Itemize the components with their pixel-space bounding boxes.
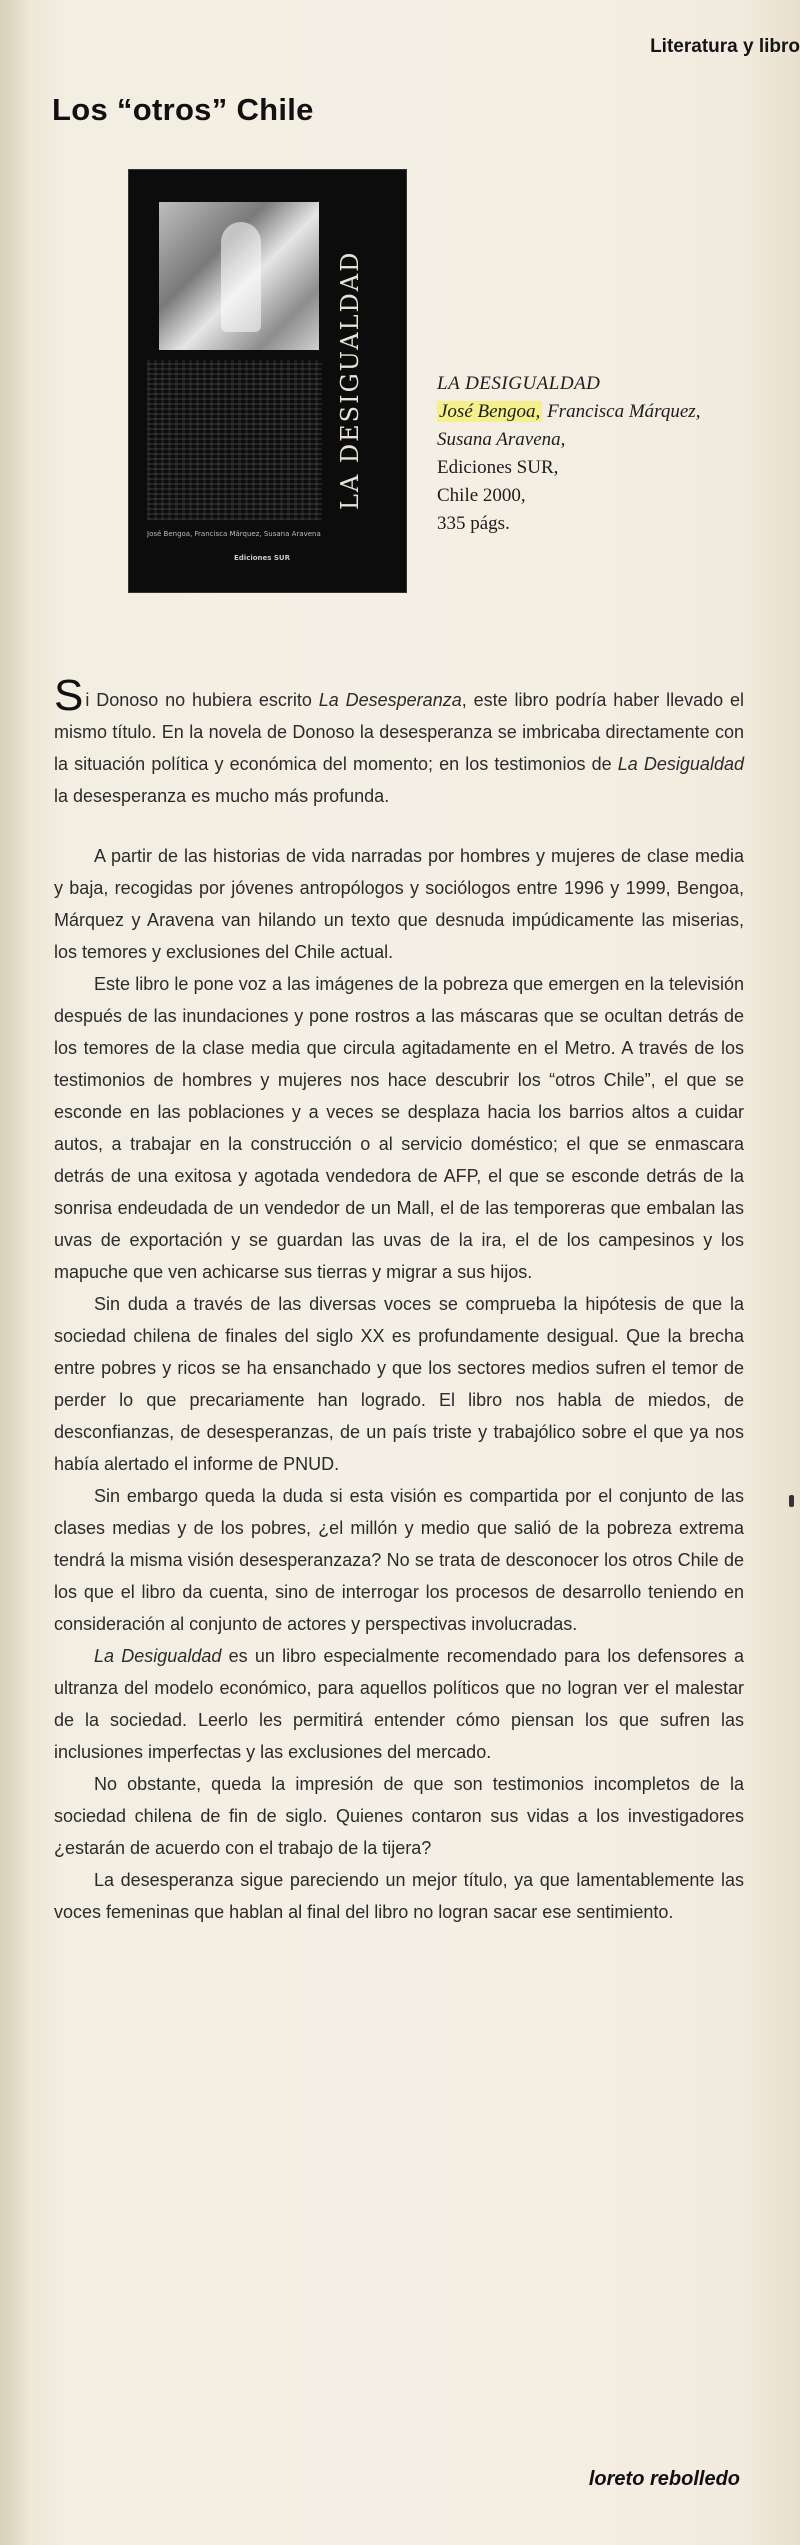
p1-italic-title-2: La Desigualdad <box>617 754 744 774</box>
p6-text: es un libro especialmente recomendado para los defensores a ultranza del modelo económico, para aquellos políticos que no logran ver el malestar de la sociedad. Leerlo les permitirá entender cómo piensan los que sufren las inclusiones imperfectas y las exclusiones del mercado. <box>54 1646 744 1762</box>
author-signature: loreto rebolledo <box>588 2468 740 2490</box>
highlighted-author: José Bengoa, <box>439 401 541 422</box>
article-headline: Los “otros” Chile <box>52 92 314 127</box>
book-authors-2: Susana Aravena, <box>437 429 566 450</box>
book-authors <box>437 398 700 426</box>
paragraph-8: La desesperanza sigue pareciendo un mejor título, ya que lamentablemente las voces femeninas que hablan al final del libro no logran sacar ese sentimiento. <box>54 1870 744 1922</box>
p6-italic-title: La Desigualdad <box>94 1646 222 1666</box>
book-title: LA DESIGUALDAD <box>437 373 601 394</box>
paragraph-5: Sin embargo queda la duda si esta visión es compartida por el conjunto de las clases medias y de los pobres, ¿el millón y medio que salió de la pobreza extrema tendrá la misma visión desesperanzaza? No se trata de desconocer los otros Chile de los que el libro da cuenta, sino de interrogar los procesos de desarrollo teniendo en consideración al conjunto de actores y perspectivas involucradas. <box>54 1486 744 1634</box>
cover-authors: José Bengoa, Francisca Márquez, Susana Aravena <box>147 530 321 538</box>
paragraph-6 <box>54 1640 744 1768</box>
drop-cap: S <box>54 671 84 720</box>
book-publisher: Ediciones SUR, <box>437 457 559 478</box>
book-pages: 335 págs. <box>437 513 510 534</box>
cover-title: LA DESIGUALDAD <box>336 250 364 510</box>
p1-text-b: , este libro podría haber llevado el mismo título. En la novela de Donoso la desesperanza se imbricaba directamente con la situación política y económica del momento; en los testimonios de <box>54 690 745 774</box>
cover-texture <box>147 360 322 520</box>
p1-text-a: i Donoso no hubiera escrito <box>85 690 319 710</box>
p1-italic-title: La Desesperanza <box>318 690 462 710</box>
p1-text-c: la desesperanza es mucho más profunda. <box>54 786 390 806</box>
article-body <box>54 671 745 1928</box>
section-label: Literatura y libro <box>650 36 800 57</box>
book-place-year: Chile 2000, <box>437 485 526 506</box>
paragraph-7: No obstante, queda la impresión de que son testimonios incompletos de la sociedad chilena de fin de siglo. Quienes contaron sus vidas a los investigadores ¿estarán de acuerdo con el trabajo de la tijera? <box>54 1774 744 1858</box>
paragraph-3: Este libro le pone voz a las imágenes de la pobreza que emergen en la televisión después de las inundaciones y pone rostros a las máscaras que se ocultan detrás de los temores de la clase media que circula agitadamente en el Metro. A través de los testimonios de hombres y mujeres nos hace descubrir los “otros Chile”, el que se esconde en las poblaciones y a veces se desplaza hacia los barrios altos a cuidar autos, a trabajar en la construcción o al servicio doméstico; el que se enmascara detrás de una exitosa y agotada vendedora de AFP, el que se esconde detrás de la sonrisa endeudada de un vendedor de un Mall, el de las temporeras que embalan las uvas de exportación y se guardan las uvas de la ira, el de los campesinos y los mapuche que ven achicarse sus tierras y migrar a sus hijos. <box>54 974 744 1282</box>
author-rest: Francisca Márquez, <box>547 401 701 422</box>
book-cover-image <box>129 170 406 592</box>
cover-publisher: Ediciones SUR <box>234 554 290 562</box>
paragraph-2: A partir de las historias de vida narradas por hombres y mujeres de clase media y baja, recogidas por jóvenes antropólogos y sociólogos entre 1996 y 1999, Bengoa, Márquez y Aravena van hilando un texto que desnuda impúdicamente las miserias, los temores y exclusiones del Chile actual. <box>54 846 744 962</box>
paper-fold-shadow <box>0 0 30 2545</box>
paragraph-1 <box>54 671 745 812</box>
scan-speck <box>789 1495 794 1507</box>
paragraph-4: Sin duda a través de las diversas voces se comprueba la hipótesis de que la sociedad chilena de finales del siglo XX es profundamente desigual. Que la brecha entre pobres y ricos se ha ensanchado y que los sectores medios sufren el temor de perder lo que precariamente han logrado. El libro nos habla de miedos, de desconfianzas, de desesperanzas, de un país triste y trabajólico sobre el que ya nos había alertado el informe de PNUD. <box>54 1294 744 1474</box>
book-details <box>437 370 700 538</box>
cover-photo <box>159 202 319 350</box>
